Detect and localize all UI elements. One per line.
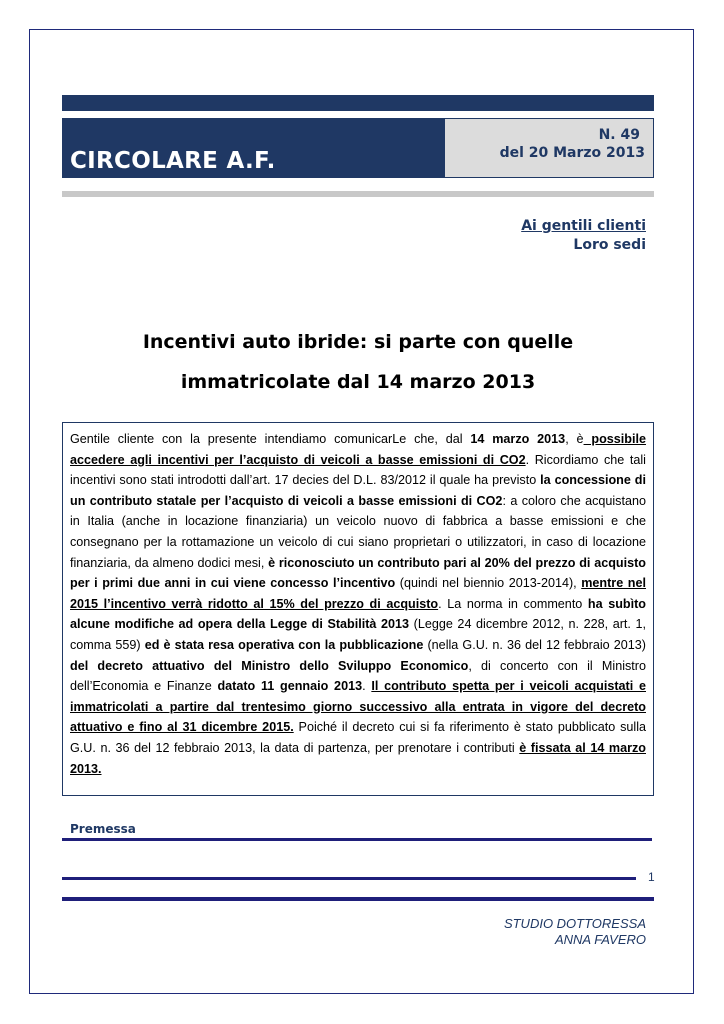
body-segment: (nella G.U. n. 36 del 12 febbraio 2013) [423, 637, 647, 652]
section-heading-premessa: Premessa [70, 822, 136, 836]
body-segment: Poiché il decreto cui si fa riferimento è stato pubblicato sulla G.U. n. 36 del 12 febbraio 2013, la data di partenza, per prenotare i contributi [70, 720, 647, 755]
body-bold: la concessione di un contributo statale per l’acquisto di veicoli a basse emissioni di CO2 [70, 473, 646, 508]
body-bold: 14 marzo 2013 [470, 432, 566, 446]
title-line-1: Incentivi auto ibride: si parte con quelle [142, 331, 574, 353]
body-bold-underline: mentre nel 2015 l’incentivo verrà ridotto al 15% del prezzo di acquisto [70, 576, 646, 611]
circular-number: N. 49 [598, 127, 640, 143]
body-text-box [62, 422, 654, 796]
body-bold: ed è stata resa operativa con la pubblicazione [144, 637, 424, 652]
body-bold: del decreto attuativo del Ministro dello Sviluppo Economico [70, 658, 469, 673]
footer-rule-bottom [62, 897, 654, 901]
circular-date: del 20 Marzo 2013 [499, 145, 645, 161]
recipient-block [521, 217, 646, 255]
header-top-bar [62, 95, 654, 111]
body-bold-underline: possibile accedere agli incentivi per l’acquisto di veicoli a basse emissioni di CO2 [70, 432, 646, 467]
circular-title: CIRCOLARE A.F. [70, 148, 276, 174]
studio-signature [504, 916, 646, 948]
recipient-line-2: Loro sedi [573, 237, 646, 253]
header-number-panel [445, 119, 653, 177]
footer-rule-top [62, 877, 636, 880]
body-bold: è riconosciuto un contributo pari al 20% del prezzo di acquisto per i primi due anni in cui viene concesso l’incentivo [70, 555, 646, 591]
body-bold-underline: è fissata al 14 marzo 2013. [70, 740, 646, 776]
body-segment: . Ricordiamo che tali incentivi sono stati introdotti dall’art. 17 decies del D.L. 83/2012 il quale ha previsto [70, 452, 646, 488]
studio-line-1: STUDIO DOTTORESSA [503, 916, 646, 931]
body-bold-underline: Il contributo spetta per i veicoli acquistati e immatricolati a partire dal trentesimo giorno successivo alla entrata in vigore del decreto attuativo e fino al 31 dicembre 2015. [70, 679, 646, 735]
body-segment: . La norma in commento [438, 596, 588, 611]
recipient-line-1: Ai gentili clienti [521, 218, 646, 234]
body-segment: , è [565, 432, 584, 446]
body-segment: Gentile cliente con la presente intendiamo comunicarLe che, dal [70, 432, 471, 446]
header-grey-bar [62, 191, 654, 197]
body-bold: datato 11 gennaio 2013 [217, 679, 363, 694]
document-title [62, 322, 654, 402]
title-line-2: immatricolate dal 14 marzo 2013 [180, 371, 536, 393]
section-divider [62, 838, 652, 841]
studio-line-2: ANNA FAVERO [554, 932, 646, 947]
body-segment: : a coloro che acquistano in Italia (anche in locazione finanziaria) un veicolo nuovo di fabbrica a basse emissioni e che consegnano per la rottamazione un veicolo di cui siano proprietari o utilizzatori, in caso di locazione finanziaria, da almeno dodici mesi, [70, 493, 646, 570]
header-box [62, 118, 654, 178]
body-segment: . [362, 679, 372, 694]
header-title-panel [63, 119, 445, 177]
body-segment: (quindi nel biennio 2013-2014), [395, 576, 582, 591]
body-segment: , di concerto con il Ministro dell’Economia e Finanze [70, 658, 646, 694]
body-segment: (Legge 24 dicembre 2012, n. 228, art. 1, comma 559) [70, 617, 646, 652]
page-number: 1 [648, 870, 655, 884]
body-bold: ha subìto alcune modifiche ad opera della Legge di Stabilità 2013 [70, 596, 646, 632]
